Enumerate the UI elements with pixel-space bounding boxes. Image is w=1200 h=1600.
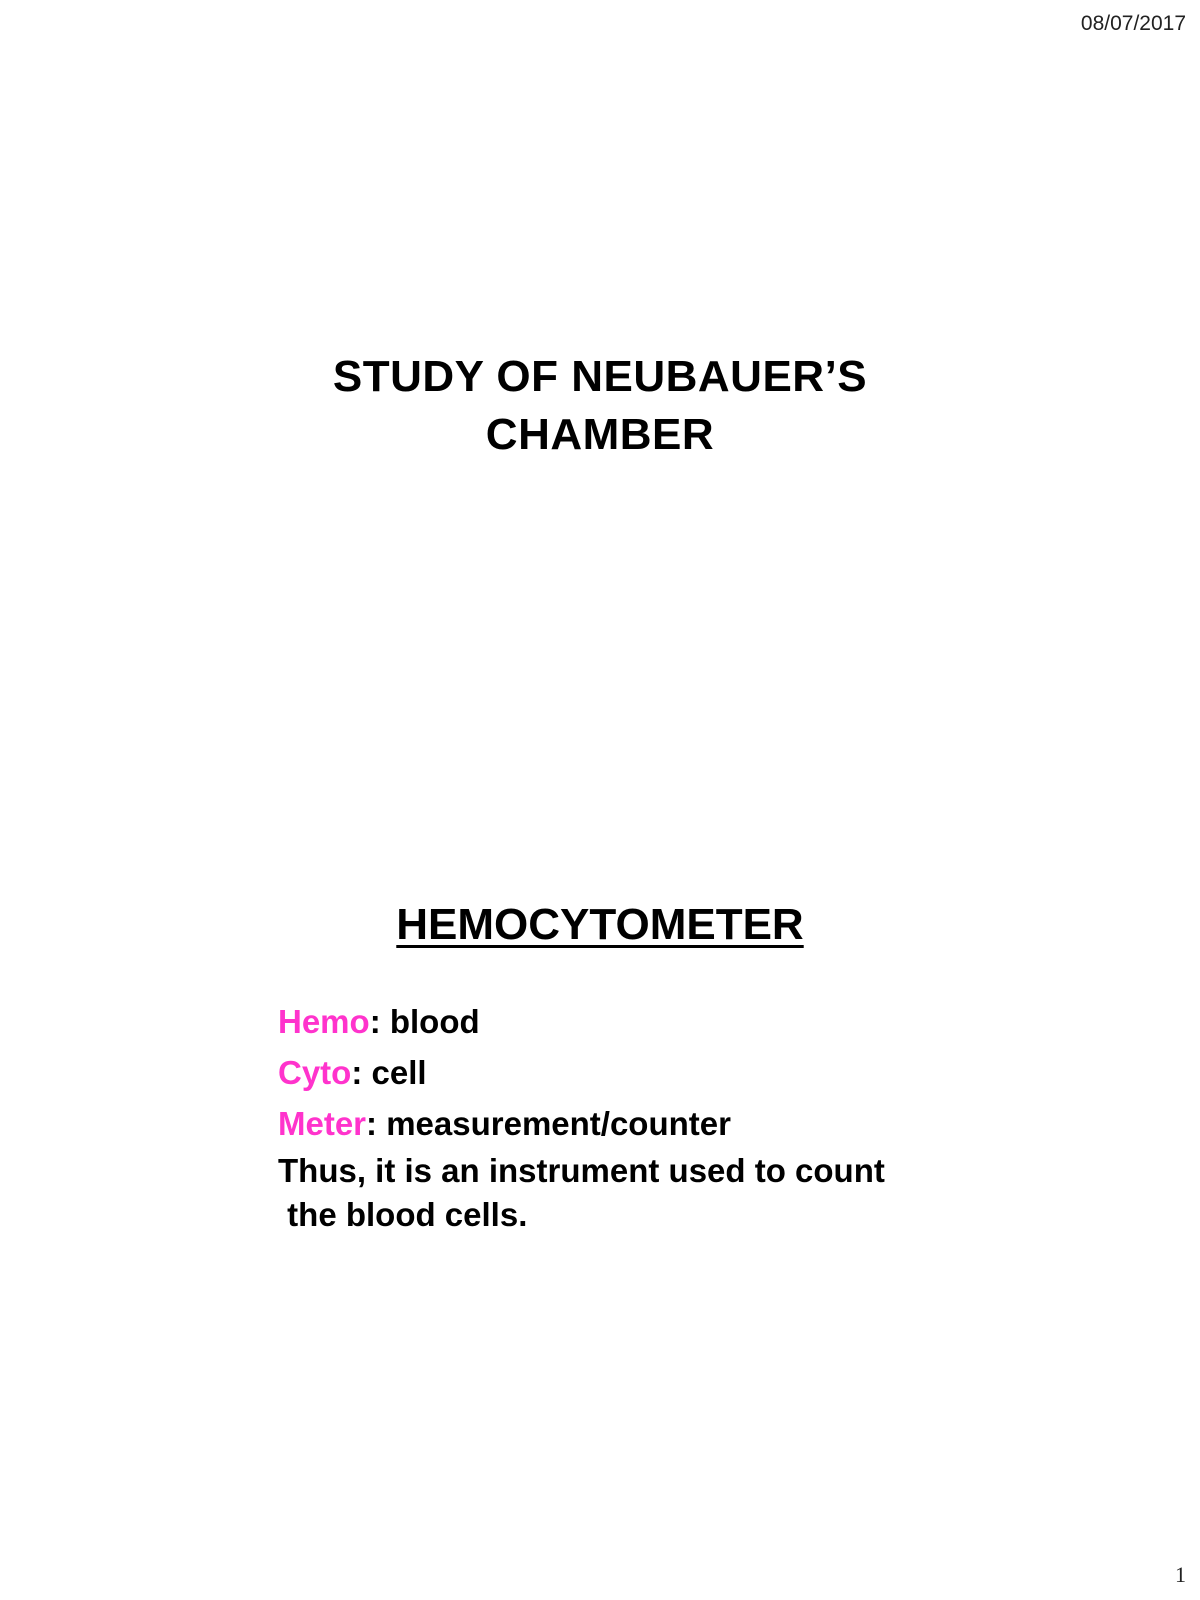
definition-hemo [278, 996, 978, 1047]
slide-1-title [0, 348, 1200, 464]
definition-meaning: : cell [351, 1054, 427, 1091]
header-date: 08/07/2017 [1080, 12, 1186, 35]
definition-meaning: : measurement/counter [366, 1105, 731, 1142]
slide-1-title-line-2: CHAMBER [485, 410, 715, 459]
slide-1-title-line-1: STUDY OF NEUBAUER’S [332, 352, 868, 401]
definition-term: Hemo [278, 1003, 370, 1040]
summary-line-2: the blood cells. [278, 1196, 528, 1233]
definition-list [278, 996, 978, 1237]
summary-line-1: Thus, it is an instrument used to count [278, 1152, 885, 1189]
definition-meaning: : blood [369, 1003, 480, 1040]
slide-2-title: HEMOCYTOMETER [396, 900, 804, 949]
definition-term: Meter [278, 1105, 367, 1142]
slide-2 [0, 898, 1200, 1233]
definition-meter [278, 1098, 978, 1149]
page-number: 1 [1175, 1562, 1186, 1587]
slide-1 [0, 348, 1200, 464]
definition-term: Cyto [278, 1054, 352, 1091]
summary-text [278, 1149, 978, 1237]
definition-cyto [278, 1047, 978, 1098]
